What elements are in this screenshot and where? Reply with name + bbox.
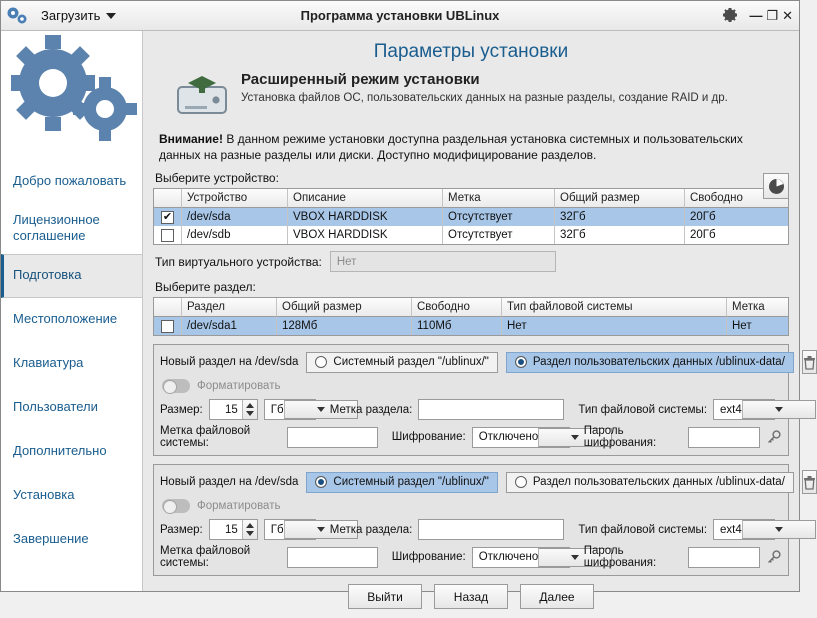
chevron-down-icon[interactable] xyxy=(742,400,816,419)
arrow-up-icon[interactable] xyxy=(246,523,254,528)
fs-type-label: Тип файловой системы: xyxy=(578,523,708,536)
mode-title: Расширенный режим установки xyxy=(241,71,480,88)
sidebar-item-label: Лицензионное соглашение xyxy=(13,212,100,244)
column-header-total-size: Общий размер xyxy=(277,298,412,317)
partition-select-label: Выберите раздел: xyxy=(155,280,256,295)
partition-card-1-title: Новый раздел на /dev/sda xyxy=(160,356,299,369)
gear-icon[interactable] xyxy=(721,6,741,26)
header-checkbox-cell xyxy=(154,189,182,208)
sidebar-item-installation[interactable] xyxy=(1,474,142,518)
fs-label-label: Метка файловой системы: xyxy=(160,545,251,570)
main-content xyxy=(143,31,799,604)
sidebar-item-keyboard[interactable] xyxy=(1,342,142,386)
column-header-fs-type: Тип файловой системы xyxy=(502,298,727,317)
sidebar-item-license[interactable] xyxy=(1,203,142,254)
table-row[interactable] xyxy=(154,208,788,226)
chevron-down-icon xyxy=(106,13,116,19)
size-value[interactable]: 15 xyxy=(224,403,238,416)
cell-fs-type: Нет xyxy=(502,317,727,335)
partition-card-2-format-row[interactable] xyxy=(162,499,782,513)
sidebar-item-label: Местоположение xyxy=(13,311,118,327)
row-checkbox-cell[interactable] xyxy=(154,208,182,226)
fs-label-input[interactable] xyxy=(287,427,378,448)
size-stepper[interactable] xyxy=(209,519,258,540)
sidebar-items xyxy=(1,159,142,562)
partition-checkbox[interactable] xyxy=(161,320,174,333)
sidebar-item-label: Дополнительно xyxy=(13,443,107,459)
fs-type-value: ext4 xyxy=(720,523,742,536)
warning-body: В данном режиме установки доступна раздельная установка системных и пользовательских данных на разные разделы или диски. Доступно модифицирование разделов. xyxy=(159,132,743,163)
encryption-select[interactable] xyxy=(472,547,570,568)
window-body xyxy=(1,31,799,604)
partition-card-2-system-option[interactable] xyxy=(306,472,497,493)
cell-device: /dev/sdb xyxy=(182,226,288,244)
cell-description: VBOX HARDDISK xyxy=(288,226,443,244)
size-unit-value: Гб xyxy=(270,523,284,536)
sidebar-item-location[interactable] xyxy=(1,298,142,342)
column-header-free: Свободно xyxy=(412,298,502,317)
header-checkbox-cell xyxy=(154,298,182,317)
table-row[interactable] xyxy=(154,317,788,335)
sidebar-item-preparation[interactable] xyxy=(1,254,142,298)
option-label: Системный раздел "/ublinux/" xyxy=(333,476,489,489)
disk-usage-chart-button[interactable] xyxy=(763,173,789,199)
partitions-table xyxy=(153,297,789,336)
format-toggle[interactable] xyxy=(162,379,190,393)
sidebar xyxy=(1,31,143,591)
minimize-button[interactable]: — xyxy=(749,8,763,23)
row-checkbox-cell[interactable] xyxy=(154,317,182,335)
format-toggle[interactable] xyxy=(162,499,190,513)
fs-type-value: ext4 xyxy=(720,403,742,416)
column-header-partition: Раздел xyxy=(182,298,277,317)
cell-label: Нет xyxy=(732,320,752,333)
cell-description: VBOX HARDDISK xyxy=(288,208,443,226)
device-checkbox[interactable]: ✔ xyxy=(162,210,173,223)
fs-type-label: Тип файловой системы: xyxy=(578,403,708,416)
partition-label-input[interactable] xyxy=(418,519,564,540)
column-header-label: Метка xyxy=(443,189,555,208)
column-header-label: Метка xyxy=(727,298,788,317)
size-unit-select[interactable] xyxy=(264,519,316,540)
fs-label-input[interactable] xyxy=(287,547,378,568)
column-header-description: Описание xyxy=(288,189,443,208)
titlebar-controls xyxy=(721,6,799,26)
cell-partition: /dev/sda1 xyxy=(182,317,277,335)
devices-table-header xyxy=(154,189,788,208)
sidebar-item-label: Завершение xyxy=(13,531,89,547)
chevron-down-icon[interactable] xyxy=(742,520,816,539)
virtual-device-type-row xyxy=(155,251,789,272)
mode-banner xyxy=(153,71,789,121)
option-label: Системный раздел "/ublinux/" xyxy=(333,356,489,369)
partition-card-1 xyxy=(153,344,789,456)
encryption-label: Шифрование: xyxy=(391,431,466,444)
option-label: Раздел пользовательских данных /ublinux-data/ xyxy=(532,356,785,369)
partition-card-1-row-fs xyxy=(160,425,782,449)
back-button[interactable]: Назад xyxy=(434,584,508,609)
cell-free: 20Гб xyxy=(690,229,716,242)
sidebar-item-label: Клавиатура xyxy=(13,355,84,371)
gears-decoration-icon xyxy=(1,31,142,159)
sidebar-item-label: Установка xyxy=(13,487,75,503)
sidebar-item-label: Подготовка xyxy=(13,267,82,283)
size-unit-value: Гб xyxy=(270,403,284,416)
partition-label-label: Метка раздела: xyxy=(329,523,413,536)
encryption-password-input[interactable] xyxy=(688,547,760,568)
key-icon[interactable] xyxy=(766,549,782,565)
exit-button[interactable]: Выйти xyxy=(348,584,422,609)
close-button[interactable]: ✕ xyxy=(782,8,793,23)
sidebar-item-label: Пользователи xyxy=(13,399,98,415)
maximize-button[interactable]: ❐ xyxy=(766,8,779,23)
title-bar xyxy=(1,1,799,31)
size-stepper-arrows[interactable] xyxy=(242,400,257,419)
load-menu-button[interactable] xyxy=(35,6,122,25)
column-header-device: Устройство xyxy=(182,189,288,208)
device-select-label: Выберите устройство: xyxy=(155,171,279,186)
device-checkbox[interactable] xyxy=(161,229,174,242)
key-icon[interactable] xyxy=(766,429,782,445)
radio-icon xyxy=(315,356,327,368)
partition-card-2-row-size xyxy=(160,519,782,540)
fs-type-select[interactable] xyxy=(713,519,775,540)
size-unit-select[interactable] xyxy=(264,399,316,420)
encryption-password-label: Пароль шифрования: xyxy=(583,425,657,450)
encryption-select[interactable] xyxy=(472,427,570,448)
sidebar-item-welcome[interactable] xyxy=(1,159,142,203)
fs-type-select[interactable] xyxy=(713,399,775,420)
next-button[interactable]: Далее xyxy=(520,584,594,609)
partition-card-1-userdata-option[interactable] xyxy=(506,352,794,373)
cell-device: /dev/sda xyxy=(182,208,288,226)
size-stepper-arrows[interactable] xyxy=(242,520,257,539)
harddisk-icon xyxy=(175,73,229,121)
pie-chart-icon xyxy=(768,178,785,195)
partition-card-2-row-fs xyxy=(160,545,782,569)
partition-card-2-userdata-option[interactable] xyxy=(506,472,794,493)
cell-total-size: 128Мб xyxy=(277,317,412,335)
partition-card-2-header xyxy=(160,470,785,494)
partition-card-2 xyxy=(153,464,789,576)
radio-icon xyxy=(515,356,527,368)
sidebar-item-users[interactable] xyxy=(1,386,142,430)
partition-card-1-format-row[interactable] xyxy=(162,379,782,393)
virtual-device-type-label: Тип виртуального устройства: xyxy=(155,254,322,269)
size-value[interactable]: 15 xyxy=(224,523,238,536)
table-row[interactable] xyxy=(154,226,788,244)
arrow-down-icon[interactable] xyxy=(246,531,254,536)
warning-bold: Внимание! xyxy=(159,132,223,146)
sidebar-item-label: Добро пожаловать xyxy=(13,172,127,188)
encryption-password-input[interactable] xyxy=(688,427,760,448)
cell-free: 20Гб xyxy=(690,211,716,224)
trash-icon xyxy=(803,355,816,370)
arrow-down-icon[interactable] xyxy=(246,411,254,416)
format-label: Форматировать xyxy=(197,380,281,393)
warning-text xyxy=(159,131,787,163)
column-header-total-size: Общий размер xyxy=(555,189,685,208)
partitions-table-header xyxy=(154,298,788,317)
size-label: Размер: xyxy=(160,523,203,536)
option-label: Раздел пользовательских данных /ublinux-data/ xyxy=(532,476,785,489)
partition-card-2-title: Новый раздел на /dev/sda xyxy=(160,476,299,489)
encryption-value: Отключено xyxy=(478,431,539,444)
devices-table xyxy=(153,188,789,245)
partition-card-1-row-size xyxy=(160,399,782,420)
partition-card-1-header xyxy=(160,350,785,374)
cell-total-size: 32Гб xyxy=(555,208,685,226)
size-stepper[interactable] xyxy=(209,399,258,420)
fs-label-label: Метка файловой системы: xyxy=(160,425,251,450)
cell-label: Отсутствует xyxy=(443,208,555,226)
cell-total-size: 32Гб xyxy=(555,226,685,244)
radio-icon xyxy=(315,476,327,488)
partition-card-2-delete-button[interactable] xyxy=(802,470,817,494)
sidebar-item-finish[interactable] xyxy=(1,518,142,562)
radio-icon xyxy=(515,476,527,488)
encryption-label: Шифрование: xyxy=(391,551,466,564)
window-title: Программа установки UBLinux xyxy=(300,8,500,23)
cell-free: 110Мб xyxy=(412,317,502,335)
load-menu-label: Загрузить xyxy=(41,8,101,23)
trash-icon xyxy=(803,475,816,490)
mode-description: Установка файлов ОС, пользовательских данных на разные разделы, создание RAID и др. xyxy=(241,92,728,104)
navigation-buttons xyxy=(153,576,789,618)
partition-label-input[interactable] xyxy=(418,399,564,420)
sidebar-item-additional[interactable] xyxy=(1,430,142,474)
partition-card-1-delete-button[interactable] xyxy=(802,350,817,374)
encryption-value: Отключено xyxy=(478,551,539,564)
app-logo-icon xyxy=(5,5,31,27)
partition-card-1-system-option[interactable] xyxy=(306,352,497,373)
virtual-device-type-field: Нет xyxy=(330,251,556,272)
column-header-free: Свободно xyxy=(685,189,788,208)
size-label: Размер: xyxy=(160,403,203,416)
cell-label: Отсутствует xyxy=(443,226,555,244)
row-checkbox-cell[interactable] xyxy=(154,226,182,244)
partition-label-label: Метка раздела: xyxy=(329,403,413,416)
arrow-up-icon[interactable] xyxy=(246,403,254,408)
page-title: Параметры установки xyxy=(373,41,569,62)
encryption-password-label: Пароль шифрования: xyxy=(583,545,657,570)
format-label: Форматировать xyxy=(197,500,281,513)
